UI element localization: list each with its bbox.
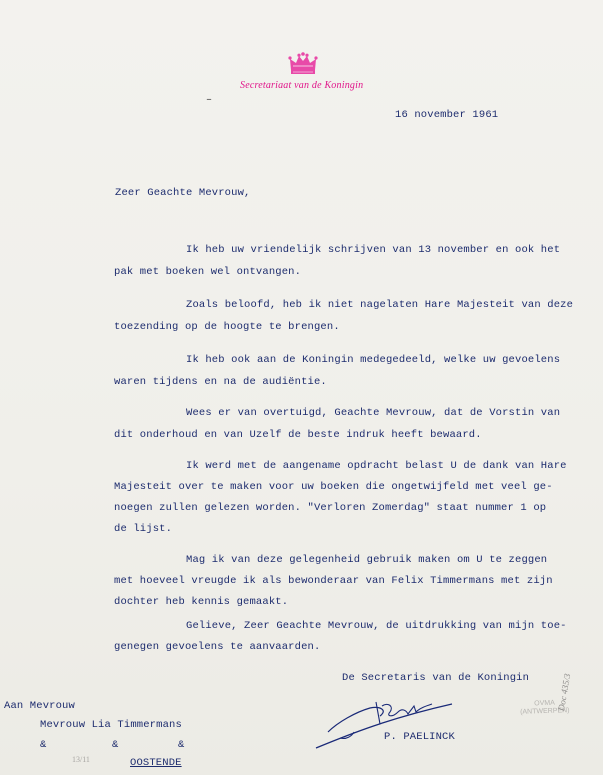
paragraph-line: de lijst. bbox=[114, 523, 173, 535]
address-city: OOSTENDE bbox=[130, 757, 182, 769]
paragraph-line: Mag ik van deze gelegenheid gebruik maken om U te zeggen bbox=[186, 554, 548, 566]
crown-icon bbox=[288, 52, 318, 76]
paragraph-line: dochter heb kennis gemaakt. bbox=[114, 596, 289, 608]
paragraph-3 bbox=[114, 349, 561, 393]
paragraph-line: Ik heb ook aan de Koningin medegedeeld, welke uw gevoelens bbox=[186, 354, 561, 366]
paragraph-line: Gelieve, Zeer Geachte Mevrouw, de uitdrukking van mijn toe- bbox=[186, 620, 567, 632]
handwritten-signature bbox=[310, 682, 460, 754]
pencil-note: Doc 435/3 bbox=[556, 672, 573, 712]
paragraph-4 bbox=[114, 402, 561, 446]
address-ampersand: & bbox=[178, 739, 185, 751]
paragraph-line: genegen gevoelens te aanvaarden. bbox=[114, 641, 321, 653]
paragraph-line: met hoeveel vreugde ik als bewonderaar van Felix Timmermans met zijn bbox=[114, 575, 553, 587]
pencil-note-small: 13/11 bbox=[72, 755, 90, 764]
address-ampersand: & bbox=[40, 739, 47, 751]
address-ampersand: & bbox=[112, 739, 119, 751]
stray-mark: – bbox=[206, 95, 213, 106]
paragraph-7 bbox=[114, 616, 567, 658]
paragraph-line: Ik heb uw vriendelijk schrijven van 13 november en ook het bbox=[186, 244, 561, 256]
salutation: Zeer Geachte Mevrouw, bbox=[115, 187, 251, 199]
paragraph-6 bbox=[114, 550, 553, 613]
paragraph-line: pak met boeken wel ontvangen. bbox=[114, 266, 302, 278]
letterhead-title: Secretariaat van de Koningin bbox=[240, 80, 364, 91]
signer-name: P. PAELINCK bbox=[384, 731, 455, 743]
paragraph-line: Wees er van overtuigd, Geachte Mevrouw, dat de Vorstin van bbox=[186, 407, 561, 419]
paragraph-1 bbox=[114, 239, 561, 283]
address-line-1: Aan Mevrouw bbox=[4, 700, 75, 712]
paragraph-line: Ik werd met de aangename opdracht belast U de dank van Hare bbox=[186, 460, 567, 472]
paragraph-line: Majesteit over te maken voor uw boeken die ongetwijfeld met veel ge- bbox=[114, 481, 553, 493]
stamp-line: OVMA bbox=[534, 699, 555, 708]
paragraph-2 bbox=[114, 294, 574, 338]
paragraph-line: toezending op de hoogte te brengen. bbox=[114, 321, 340, 333]
paragraph-5 bbox=[114, 456, 567, 540]
paragraph-line: noegen zullen gelezen worden. "Verloren Zomerdag" staat nummer 1 op bbox=[114, 502, 547, 514]
paragraph-line: waren tijdens en na de audiëntie. bbox=[114, 376, 327, 388]
closing-title: De Secretaris van de Koningin bbox=[342, 672, 530, 684]
stamp-line: (ANTWERPEN) bbox=[520, 707, 570, 716]
paragraph-line: Zoals beloofd, heb ik niet nagelaten Hare Majesteit van deze bbox=[186, 299, 574, 311]
letter-date: 16 november 1961 bbox=[395, 109, 499, 121]
paragraph-line: dit onderhoud en van Uzelf de beste indruk heeft bewaard. bbox=[114, 429, 482, 441]
address-line-2: Mevrouw Lia Timmermans bbox=[40, 719, 182, 731]
